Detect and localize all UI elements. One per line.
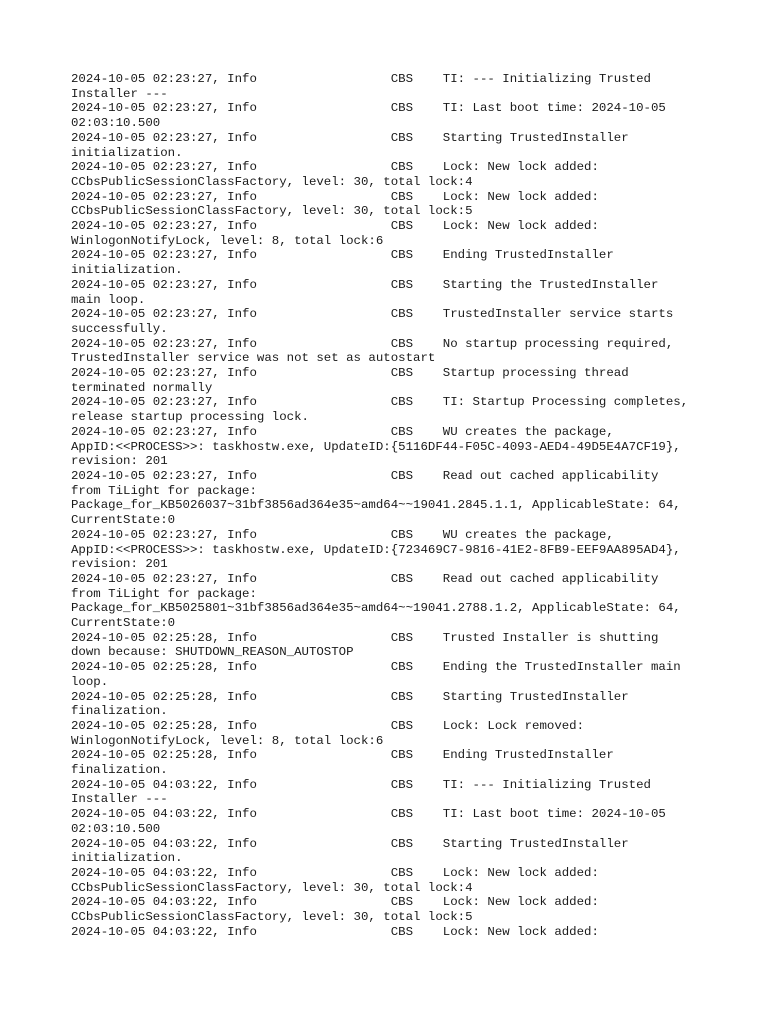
log-line: initialization. [71,263,183,278]
log-line: 02:03:10.500 [71,116,161,131]
log-line: 2024-10-05 02:23:27, Info CBS Startup processing thread [71,366,629,381]
log-line: main loop. [71,292,146,307]
log-line: 2024-10-05 02:23:27, Info CBS Read out cached applicability [71,571,659,586]
log-line: Installer --- [71,792,168,807]
log-line: 2024-10-05 02:23:27, Info CBS Starting TrustedInstaller [71,130,629,145]
log-line: 2024-10-05 02:23:27, Info CBS TI: Last boot time: 2024-10-05 [71,101,666,116]
log-line: 2024-10-05 02:23:27, Info CBS TI: --- Initializing Trusted [71,72,651,86]
log-line: 2024-10-05 04:03:22, Info CBS TI: --- Initializing Trusted [71,777,651,792]
log-line: 2024-10-05 02:23:27, Info CBS Lock: New lock added: [71,219,599,234]
log-line: 2024-10-05 02:23:27, Info CBS Read out cached applicability [71,468,659,483]
log-line: revision: 201 [71,557,168,572]
log-line: successfully. [71,321,168,336]
log-line: terminated normally [71,380,213,395]
log-line: 2024-10-05 02:23:27, Info CBS Starting the TrustedInstaller [71,277,659,292]
log-line: loop. [71,674,109,689]
log-line: 2024-10-05 04:03:22, Info CBS TI: Last boot time: 2024-10-05 [71,807,666,822]
log-line: AppID:<<PROCESS>>: taskhostw.exe, UpdateID:{5116DF44-F05C-4093-AED4-49D5E4A7CF19}, [71,439,681,454]
log-line: 02:03:10.500 [71,821,161,836]
log-line: 2024-10-05 02:23:27, Info CBS Lock: New lock added: [71,189,599,204]
log-line: release startup processing lock. [71,410,309,425]
log-line: 2024-10-05 02:23:27, Info CBS TI: Startup Processing completes, [71,395,689,410]
log-line: 2024-10-05 02:23:27, Info CBS Lock: New lock added: [71,160,599,175]
log-line: CCbsPublicSessionClassFactory, level: 30, total lock:5 [71,204,473,219]
log-line: Installer --- [71,86,168,101]
log-line: 2024-10-05 04:03:22, Info CBS Lock: New lock added: [71,924,599,939]
log-line: Package_for_KB5026037~31bf3856ad364e35~amd64~~19041.2845.1.1, ApplicableState: 64, [71,498,681,513]
log-line: 2024-10-05 04:03:22, Info CBS Lock: New lock added: [71,865,599,880]
log-line: initialization. [71,851,183,866]
log-line: initialization. [71,145,183,160]
log-line: CurrentState:0 [71,616,176,631]
log-line: CCbsPublicSessionClassFactory, level: 30, total lock:5 [71,910,473,925]
log-line: CurrentState:0 [71,513,176,528]
log-line: 2024-10-05 02:23:27, Info CBS WU creates the package, [71,527,614,542]
log-line: CCbsPublicSessionClassFactory, level: 30, total lock:4 [71,174,473,189]
log-line: CCbsPublicSessionClassFactory, level: 30, total lock:4 [71,880,473,895]
log-line: TrustedInstaller service was not set as autostart [71,351,436,366]
log-line: 2024-10-05 02:25:28, Info CBS Ending TrustedInstaller [71,748,614,763]
log-line: Package_for_KB5025801~31bf3856ad364e35~amd64~~19041.2788.1.2, ApplicableState: 64, [71,601,681,616]
log-line: WinlogonNotifyLock, level: 8, total lock:6 [71,733,384,748]
log-line: AppID:<<PROCESS>>: taskhostw.exe, UpdateID:{723469C7-9816-41E2-8FB9-EEF9AA895AD4}, [71,542,681,557]
log-line: 2024-10-05 02:25:28, Info CBS Starting TrustedInstaller [71,689,629,704]
log-line: 2024-10-05 04:03:22, Info CBS Lock: New lock added: [71,895,599,910]
log-line: revision: 201 [71,454,168,469]
log-line: from TiLight for package: [71,586,257,601]
log-line: 2024-10-05 02:25:28, Info CBS Lock: Lock removed: [71,718,585,733]
log-line: down because: SHUTDOWN_REASON_AUTOSTOP [71,645,354,660]
log-line: finalization. [71,704,168,719]
log-line: 2024-10-05 02:25:28, Info CBS Trusted Installer is shutting [71,630,659,645]
log-line: 2024-10-05 02:23:27, Info CBS No startup processing required, [71,336,674,351]
log-text [71,72,751,939]
log-line: 2024-10-05 02:25:28, Info CBS Ending the TrustedInstaller main [71,660,681,675]
log-line: WinlogonNotifyLock, level: 8, total lock:6 [71,233,384,248]
log-line: finalization. [71,763,168,778]
log-document [71,72,751,939]
log-line: 2024-10-05 02:23:27, Info CBS Ending TrustedInstaller [71,248,614,263]
log-line: 2024-10-05 02:23:27, Info CBS TrustedInstaller service starts [71,307,674,322]
log-line: 2024-10-05 02:23:27, Info CBS WU creates the package, [71,424,614,439]
log-line: from TiLight for package: [71,483,257,498]
log-line: 2024-10-05 04:03:22, Info CBS Starting TrustedInstaller [71,836,629,851]
